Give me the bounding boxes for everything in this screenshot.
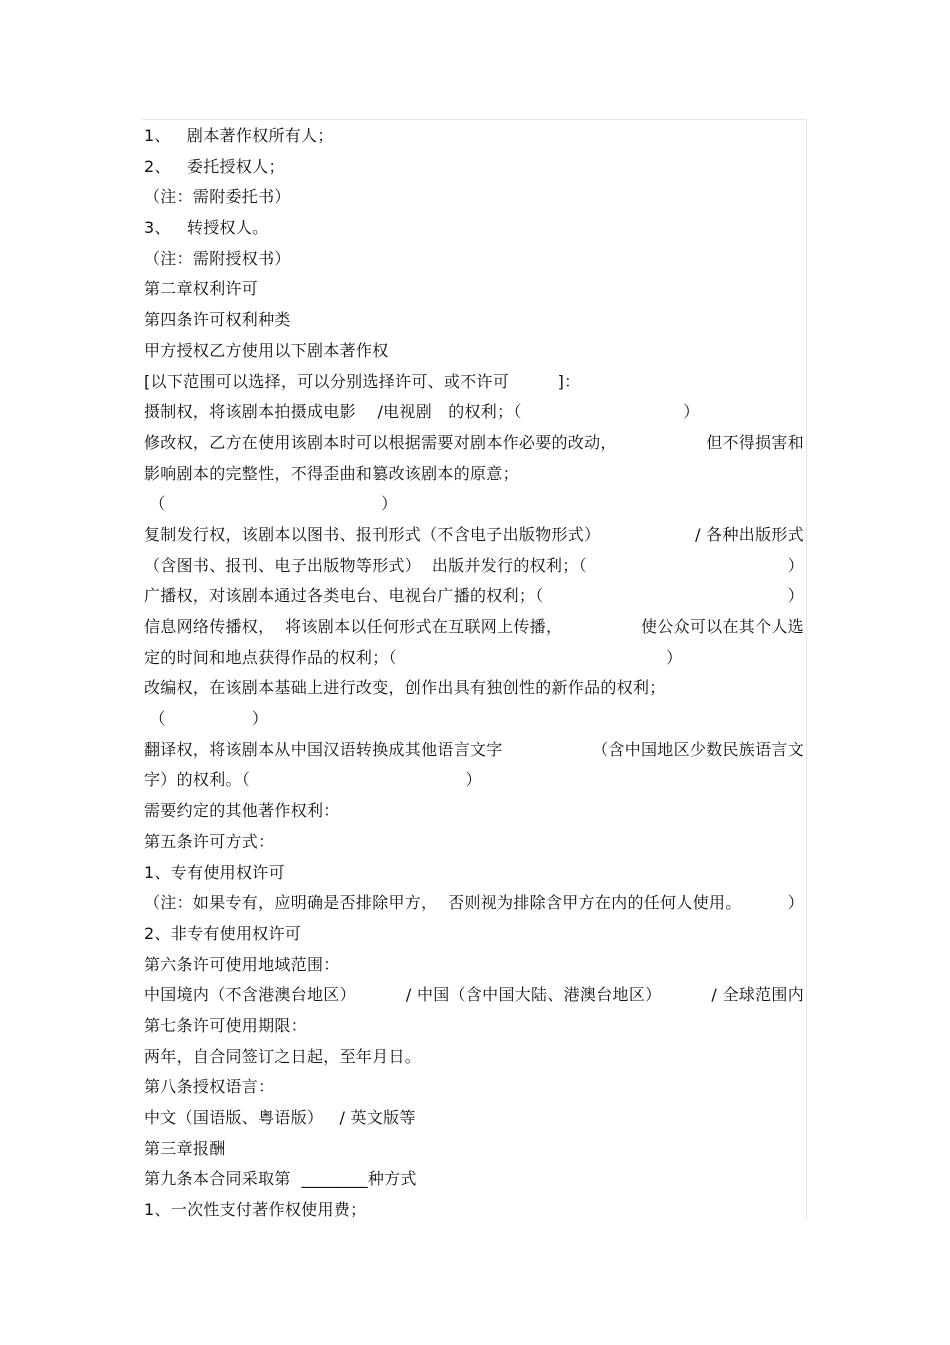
text-line: 第四条许可权利种类 — [144, 310, 291, 330]
text-line: 2、非专有使用权许可 — [144, 923, 302, 943]
text-line: 中文（国语版、粤语版） / 英文版等 — [144, 1108, 416, 1127]
text-segment: （含图书、报刊、电子出版物等形式） 出版并发行的权利；（ — [144, 555, 587, 575]
text-line: 两年，自合同签订之日起，至年月日。 — [144, 1046, 422, 1066]
text-line: 定的时间和地点获得作品的权利；（ ） — [144, 647, 683, 667]
text-line — [144, 735, 804, 766]
text-line: 1、一次性支付著作权使用费； — [144, 1200, 367, 1220]
text-segment: 中国境内（不含港澳台地区） — [144, 985, 356, 1005]
text-line: （ ） — [144, 494, 398, 514]
text-line: 3、 转授权人。 — [144, 218, 269, 238]
text-line: 需要约定的其他著作权利： — [144, 801, 340, 821]
text-line: 第八条授权语言： — [144, 1077, 275, 1097]
text-line: 改编权，在该剧本基础上进行改变，创作出具有独创性的新作品的权利； — [144, 678, 666, 698]
text-segment: 但不得损害和 — [706, 432, 804, 452]
text-line — [144, 520, 804, 551]
text-line — [144, 888, 804, 919]
text-segment: / 各种出版形式 — [695, 524, 804, 544]
text-line: 第三章报酬 — [144, 1138, 226, 1158]
text-line — [144, 551, 804, 582]
text-line: 字）的权利。（ ） — [144, 770, 482, 790]
text-segment: 信息网络传播权， 将该剧本以任何形式在互联网上传播， — [144, 617, 563, 636]
text-segment: （含中国地区少数民族语言文 — [592, 739, 804, 759]
text-line — [144, 980, 804, 1011]
text-line: 1、 剧本著作权所有人； — [144, 126, 334, 145]
text-line: 第九条本合同采取第 ________种方式 — [144, 1169, 417, 1189]
text-segment: 翻译权，将该剧本从中国汉语转换成其他语言文字 — [144, 739, 503, 759]
text-segment: / 全球范围内 — [711, 985, 804, 1005]
text-line: （注：需附授权书） — [144, 248, 291, 268]
text-line: 1、专有使用权许可 — [144, 862, 285, 882]
text-segment: ） — [787, 893, 804, 913]
text-line: 摄制权，将该剧本拍摄成电影 /电视剧 的权利；（ ） — [144, 402, 700, 422]
text-line: 第五条许可方式： — [144, 831, 275, 851]
text-line: 第六条许可使用地域范围： — [144, 954, 340, 974]
text-line: 2、 委托授权人； — [144, 156, 285, 176]
text-segment: ） — [787, 586, 804, 606]
text-segment: / 中国（含中国大陆、港澳台地区） — [405, 985, 662, 1005]
text-segment: 修改权，乙方在使用该剧本时可以根据需要对剧本作必要的改动， — [144, 432, 617, 452]
text-line: （ ） — [144, 709, 269, 729]
text-segment: （注：如果专有，应明确是否排除甲方， 否则视为排除含甲方在内的任何人使用。 — [144, 893, 742, 913]
text-line — [144, 581, 804, 612]
text-segment: ） — [787, 555, 804, 575]
text-line — [144, 612, 804, 643]
text-line: 第二章权利许可 — [144, 279, 259, 299]
text-line: 甲方授权乙方使用以下剧本著作权 — [144, 340, 389, 360]
text-line — [144, 428, 804, 459]
text-line: 影响剧本的完整性，不得歪曲和篡改该剧本的原意； — [144, 463, 519, 483]
text-line: 第七条许可使用期限： — [144, 1015, 308, 1035]
text-line: [以下范围可以选择，可以分别选择许可、或不许可 ]： — [144, 371, 581, 391]
text-line: （注：需附委托书） — [144, 187, 291, 207]
text-segment: 复制发行权，该剧本以图书、报刊形式（不含电子出版物形式） — [144, 524, 601, 544]
contract-text — [144, 121, 804, 1226]
text-segment: 广播权，对该剧本通过各类电台、电视台广播的权利；（ — [144, 586, 544, 606]
text-segment: 使公众可以在其个人选 — [640, 617, 804, 636]
